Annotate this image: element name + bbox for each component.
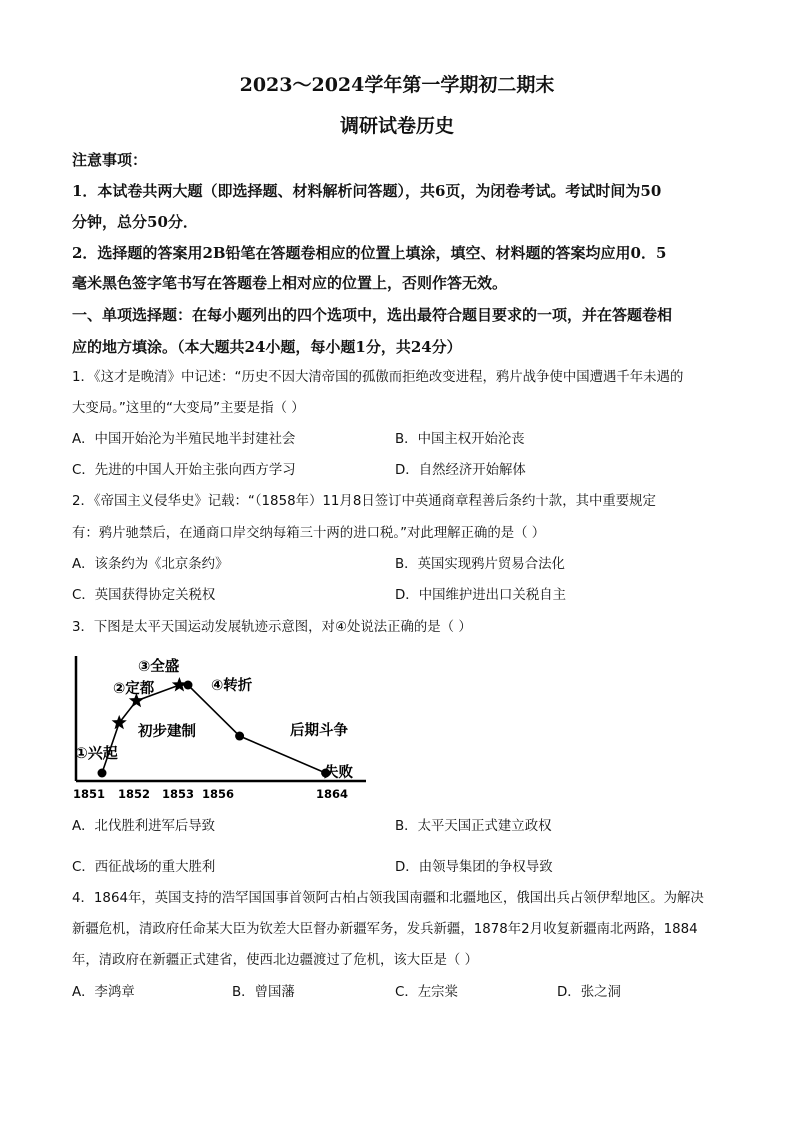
- question-4-stem-line-2: 新疆危机，清政府任命某大臣为钦差大臣督办新疆军务，发兵新疆，1878年2月收复新疆南北两路，1884: [72, 922, 698, 937]
- chart-x-tick-1852: 1852: [118, 787, 151, 801]
- question-4-stem-line-1: 4．1864年，英国支持的浩罕国国事首领阿古柏占领我国南疆和北疆地区，俄国出兵占领伊犁地区。为解决: [72, 891, 704, 906]
- exam-title: 2023～2024学年第一学期初二期末: [239, 74, 555, 96]
- question-1-stem-line-2: 大变局。”这里的“大变局”主要是指（ ）: [72, 401, 305, 416]
- chart-x-tick-1851: 1851: [73, 787, 106, 801]
- question-4-option-d: D．张之洞: [557, 985, 621, 1000]
- chart-point-label-4: ④转折: [211, 678, 253, 694]
- question-1-option-b: B．中国主权开始沦丧: [395, 432, 525, 447]
- chart-point-label-5: 后期斗争: [290, 723, 348, 739]
- exam-subtitle: 调研试卷历史: [339, 115, 454, 137]
- question-2-option-d: D．中国维护进出口关税自主: [395, 588, 566, 603]
- chart-dot-marker-5: [235, 732, 244, 741]
- notice-item-1-line-1: 1．本试卷共两大题（即选择题、材料解析问答题），共6页，为闭卷考试。考试时间为50: [72, 182, 662, 200]
- section-1-heading-line-1: 一、单项选择题：在每小题列出的四个选项中，选出最符合题目要求的一项，并在答题卷相: [72, 306, 673, 324]
- taiping-trajectory-chart: [70, 648, 370, 808]
- question-3-option-c: C．西征战场的重大胜利: [72, 860, 216, 875]
- question-4-stem-line-3: 年，清政府在新疆正式建省，使西北边疆渡过了危机，该大臣是（ ）: [72, 953, 478, 968]
- question-2-option-c: C．英国获得协定关税权: [72, 588, 216, 603]
- notice-item-2-line-1: 2．选择题的答案用2B铅笔在答题卷相应的位置上填涂，填空、材料题的答案均应用0．5: [72, 244, 667, 262]
- chart-x-tick-1853: 1853: [162, 787, 195, 801]
- question-4-option-c: C．左宗棠: [395, 985, 458, 1000]
- question-2-option-b: B．英国实现鸦片贸易合法化: [395, 557, 565, 572]
- question-2-option-a: A．该条约为《北京条约》: [72, 557, 229, 572]
- chart-dot-marker-0: [98, 769, 107, 778]
- chart-point-label-1: 初步建制: [138, 724, 196, 740]
- chart-point-label-2: ②定都: [113, 681, 155, 697]
- notice-heading: 注意事项：: [72, 151, 148, 169]
- question-1-option-a: A．中国开始沦为半殖民地半封建社会: [72, 432, 296, 447]
- chart-x-tick-1856: 1856: [202, 787, 235, 801]
- question-2-stem-line-1: 2．《帝国主义侵华史》记载：“（1858年）11月8日签订中英通商章程善后条约十款，其中重要规定: [72, 494, 656, 509]
- question-3-option-d: D．由领导集团的争权导致: [395, 860, 553, 875]
- chart-point-label-3: ③全盛: [138, 659, 180, 675]
- question-4-option-a: A．李鸿章: [72, 985, 135, 1000]
- chart-x-tick-1864: 1864: [316, 787, 349, 801]
- notice-item-2-line-2: 毫米黑色签字笔书写在答题卷上相对应的位置上，否则作答无效。: [72, 274, 508, 292]
- question-3-option-a: A．北伐胜利进军后导致: [72, 819, 216, 834]
- question-2-stem-line-2: 有：鸦片驰禁后，在通商口岸交纳每箱三十两的进口税。”对此理解正确的是（ ）: [72, 526, 546, 541]
- notice-item-1-line-2: 分钟，总分50分．: [72, 213, 198, 231]
- question-1-option-c: C．先进的中国人开始主张向西方学习: [72, 463, 296, 478]
- question-3-option-b: B．太平天国正式建立政权: [395, 819, 552, 834]
- question-1-option-d: D．自然经济开始解体: [395, 463, 526, 478]
- section-1-heading-line-2: 应的地方填涂。（本大题共24小题，每小题1分，共24分）: [72, 338, 462, 356]
- chart-point-label-0: ①兴起: [75, 744, 118, 762]
- chart-dot-marker-4: [184, 681, 193, 690]
- question-1-stem-line-1: 1．《这才是晚清》中记述：“历史不因大清帝国的孤傲而拒绝改变进程，鸦片战争使中国遭遇千年未遇的: [72, 370, 684, 385]
- question-3-stem: 3．下图是太平天国运动发展轨迹示意图，对④处说法正确的是（ ）: [72, 620, 472, 635]
- question-4-option-b: B．曾国藩: [232, 985, 295, 1000]
- chart-point-label-6: 失败: [324, 765, 353, 781]
